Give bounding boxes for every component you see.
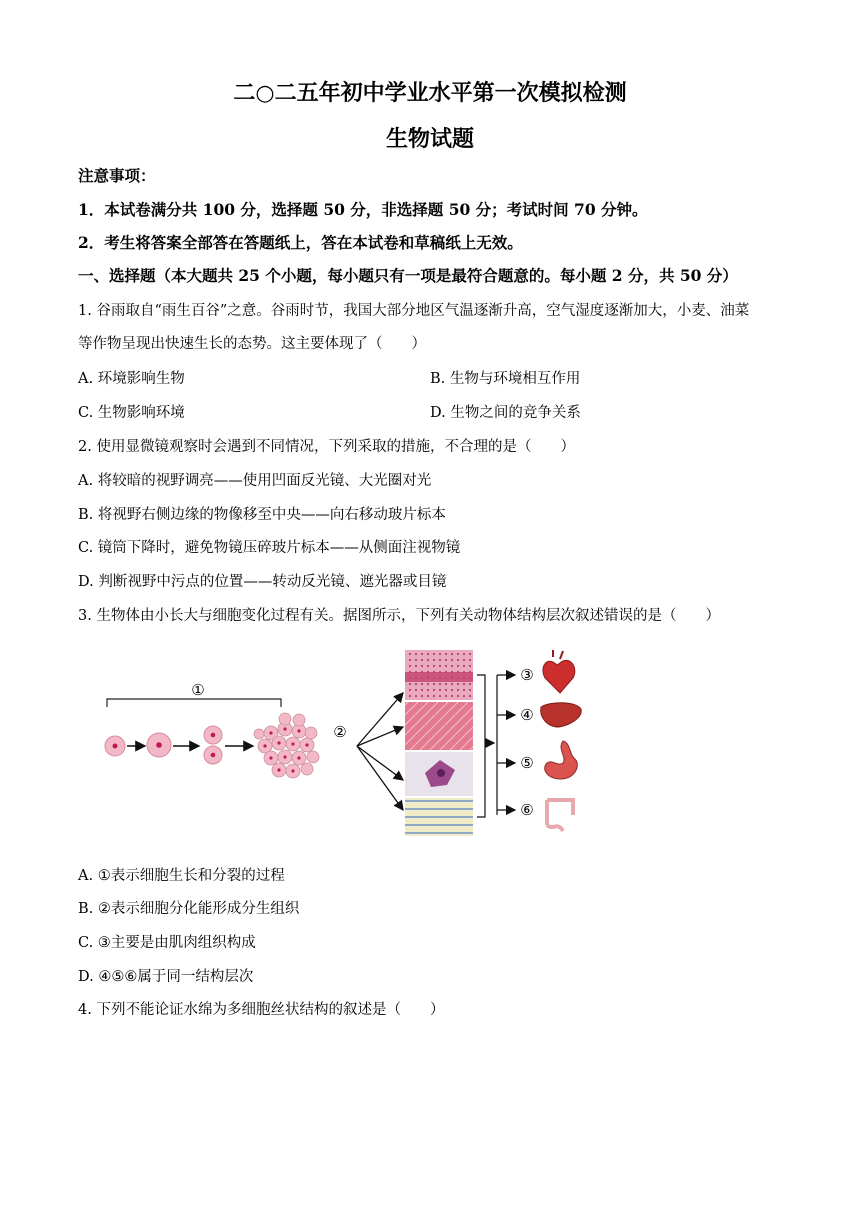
notice-heading: 注意事项：: [78, 166, 156, 185]
question-2-option-b: B. 将视野右侧边缘的物像移至中央——向右移动玻片标本: [78, 507, 446, 523]
question-3-option-d: D. ④⑤⑥属于同一结构层次: [78, 969, 254, 985]
cell-development-figure: [95, 645, 595, 845]
label-4: ④: [520, 706, 534, 724]
label-5: ⑤: [520, 754, 534, 772]
question-1-stem: 1. 谷雨取自“雨生百谷”之意。谷雨时节，我国大部分地区气温逐渐升高，空气湿度逐渐加大，小麦、油菜: [78, 303, 750, 319]
single-cell: [105, 736, 125, 756]
heart-icon: [543, 650, 575, 693]
question-3-option-c: C. ③主要是由肌肉组织构成: [78, 935, 256, 951]
tissue-images: [405, 650, 473, 836]
question-1-option-a: A. 环境影响生物: [78, 371, 185, 387]
notice-item: 1．本试卷满分共 100 分，选择题 50 分，非选择题 50 分；考试时间 70 分钟。: [78, 200, 648, 219]
question-1-option-b: B. 生物与环境相互作用: [430, 371, 581, 387]
label-2: ②: [333, 723, 347, 741]
label-6: ⑥: [520, 801, 534, 819]
liver-icon: [541, 703, 582, 727]
question-1-option-c: C. 生物影响环境: [78, 405, 185, 421]
label-3: ③: [520, 666, 534, 684]
question-2-option-d: D. 判断视野中污点的位置——转动反光镜、遮光器或目镜: [78, 574, 447, 590]
question-1-stem: 等作物呈现出快速生长的态势。这主要体现了（ ）: [78, 336, 426, 352]
page-subtitle: 生物试题: [385, 126, 474, 152]
question-2-option-c: C. 镜筒下降时，避免物镜压碎玻片标本——从侧面注视物镜: [78, 540, 461, 556]
label-1: ①: [191, 681, 205, 699]
question-3-option-a: A. ①表示细胞生长和分裂的过程: [78, 868, 285, 884]
stomach-icon: [545, 741, 578, 779]
two-cells: [204, 726, 222, 764]
question-1-option-d: D. 生物之间的竞争关系: [430, 405, 581, 421]
intestine-icon: [547, 800, 573, 831]
question-2-stem: 2. 使用显微镜观察时会遇到不同情况，下列采取的措施，不合理的是（ ）: [78, 439, 575, 455]
page-title: 二○二五年初中学业水平第一次模拟检测: [233, 80, 627, 106]
question-2-option-a: A. 将较暗的视野调亮——使用凹面反光镜、大光圈对光: [78, 473, 432, 489]
grown-cell: [147, 733, 171, 757]
notice-item: 2．考生将答案全部答在答题纸上，答在本试卷和草稿纸上无效。: [78, 233, 523, 252]
question-4-stem: 4. 下列不能论证水绵为多细胞丝状结构的叙述是（ ）: [78, 1002, 445, 1018]
section-heading: 一、选择题（本大题共 25 个小题，每小题只有一项是最符合题意的。每小题 2 分，共 50 分）: [78, 266, 738, 285]
question-3-stem: 3. 生物体由小长大与细胞变化过程有关。据图所示，下列有关动物体结构层次叙述错误的是（ ）: [78, 608, 720, 624]
tissue-4: [405, 798, 473, 836]
question-3-option-b: B. ②表示细胞分化能形成分生组织: [78, 901, 300, 917]
tissue-2: [405, 702, 473, 750]
